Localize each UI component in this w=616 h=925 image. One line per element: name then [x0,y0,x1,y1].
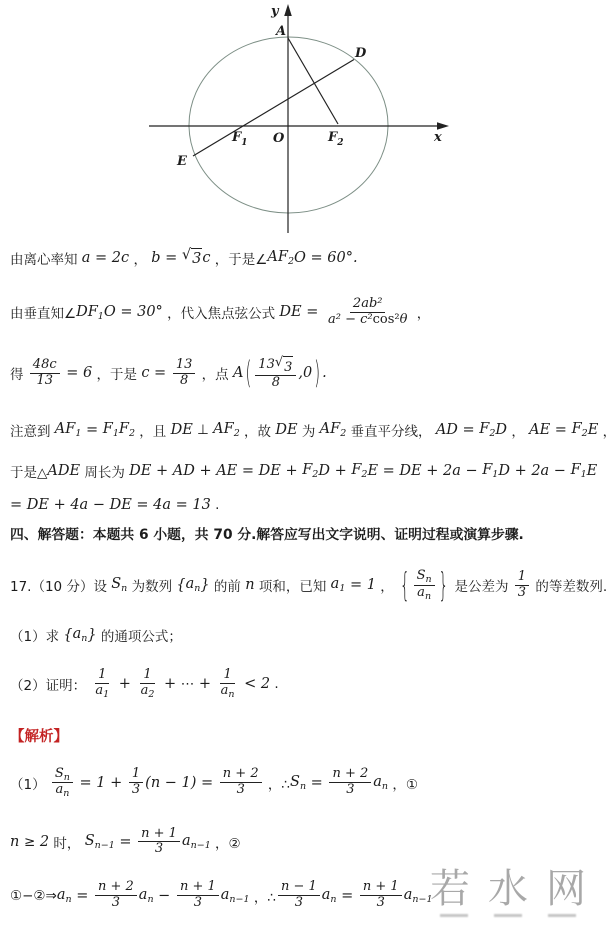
subscript: 1 [580,469,587,481]
solution-label-line [0,725,600,746]
math-subscripted: $a_2$ [140,683,155,701]
fraction-numerator [95,880,137,896]
math-subscripted: $S_n$ [54,765,70,783]
subscript: 1 [112,428,119,440]
math-run: 1 [98,667,107,683]
label-x-axis: x [434,130,442,145]
math-run: n [245,577,255,594]
perimeter-line [0,461,600,481]
ellipse-diagram [0,0,600,238]
question-17-stem [0,565,608,605]
math-run: = [71,887,93,904]
math-run: n + 2 [222,766,259,782]
text-run: 得 [10,367,28,384]
subscript: n−1 [229,894,250,906]
solve-c-line [0,356,600,391]
radicand [191,248,202,268]
math-run: 3 [376,895,385,911]
text-run: 【解析】 [10,728,68,745]
fraction-denominator [325,313,410,328]
math-run: 3 [111,895,121,911]
math-run: a = 2c [81,250,130,266]
fraction-denominator [191,896,205,911]
text-run: 的通项公式； [96,629,182,646]
math-run: DE [170,422,193,439]
radical-sign: √ [181,247,192,264]
math-run: = 1 + [74,774,127,791]
fraction [218,668,238,699]
label-F1-sub: 1 [241,138,248,148]
fraction-numerator [360,880,402,896]
subscript: n [299,780,307,792]
watermark-subtext-3 [548,914,576,917]
math-subscripted: $a_1$ [95,683,110,701]
subscript: 2 [312,469,319,481]
math-run: 2 [35,833,50,850]
math-run: DE = [279,304,323,321]
fraction-numerator [515,570,529,586]
label-origin-O: O [273,131,285,146]
math-run: } [87,627,97,644]
subscript: n [63,771,70,783]
math-run: c = [141,365,171,382]
watermark-text: 若水网 [430,866,604,912]
text-run: 是公差为 [450,579,513,596]
math-run: 48c [32,357,57,373]
math-subscripted: $S_n$ [290,773,307,792]
y-axis-arrow-icon [284,4,292,16]
fraction-denominator [218,684,238,700]
watermark-subtext-blur [440,914,576,917]
math-subscripted: $S_{n-1}$ [84,833,115,852]
text-run: 项和，已知 [254,579,331,596]
math-run: AE = [529,422,572,439]
fraction [30,358,60,389]
math-run: 8 [179,372,189,388]
fraction-denominator [177,374,191,389]
math-run: ADE [47,463,81,480]
math-subscripted: $F_2$ [479,421,496,440]
fraction-numerator [177,880,219,896]
content-area [0,247,616,911]
math-run: + [114,675,136,692]
subscript: n [381,780,389,792]
math-subscripted: $F_1$ [570,462,587,481]
math-run: 1 [517,568,527,584]
math-subscripted: $S_n$ [111,576,128,595]
label-F1-base: F [232,130,242,145]
label-point-A: A [276,24,287,39]
fraction-denominator [138,684,158,700]
text-run: ， [507,424,530,441]
text-run: ⊥ [192,422,214,439]
subscript: 2 [489,428,496,440]
math-subscripted: $a_n$ [55,782,70,800]
fraction [138,827,180,858]
math-run: n + 1 [362,879,399,895]
math-run: A [232,365,244,382]
math-run: DE + AD + AE = DE + [129,463,303,480]
subscript: 2 [361,469,368,481]
fraction-numerator [414,569,435,586]
fraction [92,668,112,699]
subscript: 2 [287,256,295,268]
math-subscripted: $a_{n-1}$ [220,887,250,906]
math-run: D + 2a − [498,463,571,480]
subscript: n [425,574,432,586]
subscript: 2 [233,428,240,440]
math-run: O = 60°. [294,250,358,266]
math-run: = [306,774,328,791]
text-run: ，且 [134,424,171,441]
text-run: 17.（10 分）设 [10,579,112,596]
math-subscripted: $a_n$ [56,887,72,906]
subscript: n−1 [190,840,211,852]
fraction-numerator [329,767,371,783]
math-subscripted: $AF_1$ [54,421,82,440]
math-run: 3 [193,895,202,911]
math-subscripted: $F_1$ [102,421,119,440]
math-run: θ [399,311,408,327]
solution-step1-line [0,767,600,799]
big-open-paren: ( [245,355,252,392]
math-run: = [81,422,103,439]
fraction-numerator [129,767,143,783]
text-run: ≥ [23,833,36,850]
math-run: ,0 [298,365,313,382]
label-y-axis: y [271,4,279,19]
question-17-part1 [0,625,600,645]
math-run: n + 2 [97,879,134,895]
math-run: 3 [517,584,527,600]
text-run: ，于是 [92,367,142,384]
math-subscripted: $F_2$ [302,462,319,481]
math-subscripted: $a_{n-1}$ [403,887,433,906]
subscript: n [65,894,72,906]
fraction-numerator [350,297,386,313]
text-run: . [210,497,220,514]
eccentricity-line [0,248,600,268]
label-F2-sub: 2 [337,138,344,148]
math-run: + [159,675,181,692]
math-run: 1 [131,766,141,782]
text-run: ，点 [197,367,233,384]
math-subscripted: $F_2$ [351,462,368,481]
watermark-subtext-2 [494,914,522,917]
subscript: 2 [581,428,588,440]
math-subscripted: $AF_2$ [267,249,295,268]
text-run: 四、解答题：本题共 6 小题，共 70 分.解答应写出文字说明、证明过程或演算步骤. [10,527,524,544]
math-run: } [200,577,210,594]
text-run: ，② [210,835,241,852]
subscript: n [228,689,235,701]
watermark [430,866,604,917]
math-run: − [153,887,175,904]
perpendicular-bisector-line [0,420,616,441]
focal-chord-line [0,297,600,328]
fraction-denominator [234,783,248,798]
section-four-header [0,523,600,543]
math-run: 13 [175,357,193,373]
math-run: D + [318,463,352,480]
text-run: 周长为 [80,465,130,482]
text-run: （2）证明： [10,677,91,694]
fraction-numerator [255,356,296,376]
square-root [275,356,294,375]
math-run: = [114,833,137,850]
math-run: n + 1 [141,825,177,841]
fraction-numerator [278,880,320,896]
subscript: 1 [75,428,82,440]
subscript: 1 [339,583,346,595]
fraction [138,668,158,699]
fraction-numerator [173,358,196,374]
math-run: O = 30° [103,304,163,321]
text-run: ， [375,579,399,596]
fraction-denominator [52,783,72,799]
fraction [325,297,410,328]
fraction-numerator [220,767,262,783]
fraction [360,880,402,911]
math-subscripted: $a_n$ [72,626,88,645]
math-run: n − 1 [280,879,317,895]
question-17-part2 [0,668,600,699]
segment-AF2 [288,38,338,124]
text-run: 垂直平分线， [346,424,436,441]
math-run: { [63,627,73,644]
fraction [129,767,143,798]
math-run: < 2 [239,675,271,692]
subscript: n−1 [94,840,115,852]
x-axis-arrow-icon [437,122,449,130]
text-run: ，故 [239,424,276,441]
text-run: 的等差数列. [531,579,608,596]
fraction-numerator [95,668,109,684]
subscript: n [424,590,432,602]
math-run: 3 [131,782,141,798]
label-point-E: E [177,154,187,169]
math-run: c [202,250,211,266]
math-run: D [495,422,508,439]
math-subscripted: $AF_2$ [319,421,347,440]
math-run: n [10,833,24,850]
subscript: n [63,788,70,800]
text-run: ， [129,252,152,268]
fraction [515,570,529,601]
fraction [278,880,320,911]
perimeter-result-line [0,497,600,513]
math-run: E [586,463,598,480]
math-run: 3 [346,782,355,798]
fraction-numerator [138,827,180,843]
fraction [414,569,435,601]
fraction-numerator [30,358,60,374]
math-subscripted: $F_2$ [118,421,135,440]
math-run: = 6 [61,365,93,382]
square-root [182,248,202,268]
math-run: 8 [271,375,280,391]
math-run: n + 2 [332,766,369,782]
fraction-denominator [374,896,388,911]
label-F2-base: F [328,130,338,145]
math-subscripted: $a_n$ [138,887,154,906]
math-run: E [587,422,599,439]
math-run: 13 [36,372,53,388]
math-run: + [194,675,216,692]
math-run: 3 [294,895,303,911]
fraction-denominator [152,842,166,857]
math-run: 2ab² [352,296,383,311]
fraction-denominator [414,586,434,602]
fraction-denominator [109,896,123,911]
fraction [173,358,196,389]
text-run: ， [598,424,616,441]
text-run: ①−②⇒ [10,887,57,904]
subscript: 1 [103,689,110,701]
text-run: 为数列 [127,579,177,596]
text-run: 时， [49,835,85,852]
subscript: 1 [492,469,499,481]
math-subscripted: $DF_1$ [76,303,104,322]
math-run: b = [151,250,182,266]
math-subscripted: $a_{n-1}$ [181,833,211,852]
radicand [283,356,293,375]
math-run: a² − c² [327,311,373,327]
fraction-denominator [343,783,357,798]
math-subscripted: $AF_2$ [213,421,240,440]
text-run: 注意到 [10,424,55,441]
math-run: n + 1 [179,879,216,895]
subscript: 2 [340,428,347,440]
fraction-denominator [92,684,112,700]
math-run: 1 [223,667,232,683]
text-run: （1） [10,776,50,793]
label-focus-F2 [327,130,344,148]
fraction-denominator [129,783,143,798]
text-run: . [270,675,279,692]
solution-step2-line [0,827,600,858]
subscript: n [194,583,201,595]
math-subscripted: $a_n$ [220,683,235,701]
text-run: ，代入焦点弦公式 [162,306,280,323]
fraction [177,880,219,911]
math-subscripted: $a_n$ [185,576,201,595]
subscript: n [81,633,88,645]
fraction [95,880,137,911]
text-run: ，① [388,776,418,793]
fraction-numerator [220,668,234,684]
text-run: 于是△ [10,465,48,482]
fraction-numerator [52,767,73,784]
math-subscripted: $F_1$ [482,462,499,481]
math-run: 3 [236,782,245,798]
math-run: { [176,577,186,594]
math-subscripted: $S_n$ [416,568,432,586]
subscript: 1 [97,310,104,322]
math-run: = [336,887,358,904]
math-subscripted: $F_2$ [571,421,588,440]
math-run: = DE + 4a − DE = 4a = 13 [10,497,211,514]
math-run: = 1 [345,577,376,594]
math-run: 13 [258,357,275,373]
math-run: 1 [143,667,152,683]
text-run: ，∴ [249,889,276,906]
label-point-D: D [355,46,367,61]
math-subscripted: $a_n$ [321,887,337,906]
math-run: 3 [154,841,164,857]
fraction [220,767,262,798]
math-roman-run: cos² [372,311,400,327]
big-open-brace: { [400,565,410,605]
text-run: ，于是∠ [210,252,268,268]
text-run: ，∴ [263,776,290,793]
fraction-denominator [515,586,529,601]
math-subscripted: $a_n$ [417,584,432,602]
text-run: ⋯ [180,675,195,692]
math-run: 3 [284,359,293,375]
math-run: DE [275,422,298,439]
fraction-denominator [269,376,283,391]
fraction-numerator [140,668,154,684]
fraction-denominator [292,896,306,911]
big-close-brace: } [438,565,449,605]
math-run: E = DE + 2a − [367,463,483,480]
subscript: n−1 [412,894,433,906]
math-subscripted: $a_n$ [373,773,389,792]
fraction-denominator [33,374,56,389]
watermark-subtext-1 [440,914,468,917]
text-run: 由离心率知 [10,252,82,268]
radical-sign: √ [274,354,284,370]
math-run: 3 [192,251,202,268]
math-run: (n − 1) = [145,774,218,791]
math-subscripted: $a_1$ [330,576,346,595]
subscript: n [121,583,128,595]
subscript: 2 [128,428,135,440]
text-run: （1）求 [10,629,64,646]
fraction [329,767,371,798]
text-run: 的前 [209,579,246,596]
text-run: 由垂直知∠ [10,306,77,323]
subscript: n [330,894,337,906]
fraction [52,767,73,799]
big-close-paren: ) [314,355,321,392]
text-run: ， [412,306,431,323]
math-run: . [322,365,327,382]
subscript: 2 [148,689,155,701]
math-run: AD = [435,422,480,439]
subscript: n [147,894,154,906]
fraction [255,356,296,391]
label-focus-F1 [231,130,248,148]
text-run: 为 [297,424,320,441]
